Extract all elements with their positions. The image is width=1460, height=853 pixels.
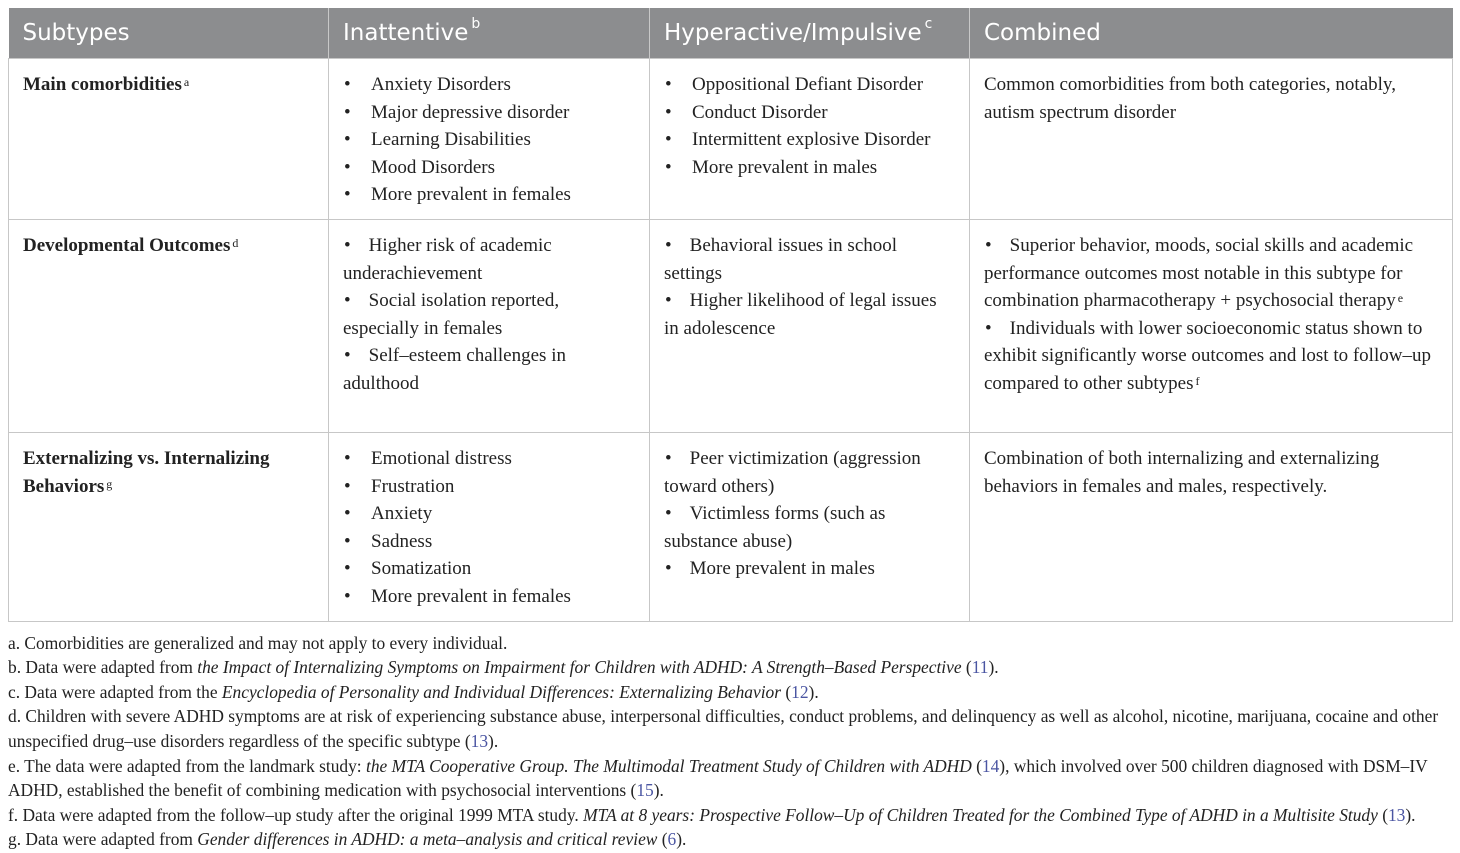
list-item: • Self–esteem challenges in adulthood	[343, 342, 635, 397]
reference-link[interactable]: 13	[1387, 804, 1406, 825]
table-figure	[8, 8, 1452, 852]
list-item: • Learning Disabilities	[343, 126, 635, 154]
reference-link[interactable]: 13	[470, 730, 489, 751]
footnote-e: e. The data were adapted from the landmark study: the MTA Cooperative Group. The Multimodal Treatment Study of Children with ADHD (14), which involved over 500 children diagnosed with DSM–IV ADHD, established the benefit of combining medication with psychosocial interventions (15).	[8, 755, 1428, 801]
list-item: • Conduct Disorder	[664, 99, 955, 127]
cell-inattentive	[329, 59, 650, 220]
header-combined: Combined	[970, 8, 1453, 59]
list-item: • Mood Disorders	[343, 154, 635, 182]
cell-hyperactive	[650, 219, 970, 432]
header-hyperactive: Hyperactive/Impulsive $^c$	[650, 8, 970, 59]
header-row	[9, 8, 1453, 59]
cell-inattentive	[329, 219, 650, 432]
list-item: • Sadness	[343, 528, 635, 556]
bullet-list	[664, 71, 955, 181]
list-item: • Anxiety	[343, 500, 635, 528]
list-item: • Oppositional Defiant Disorder	[664, 71, 955, 99]
row-label-main-comorbidities: Main comorbidities $^a$	[9, 59, 329, 220]
reference-link[interactable]: 6	[667, 829, 677, 850]
list-item: • Superior behavior, moods, social skills and academic performance outcomes most notable in this subtype for combination pharmacotherapy + psychosocial therapy $^e$	[984, 232, 1438, 315]
table-row	[9, 432, 1453, 621]
cell-combined	[970, 219, 1453, 432]
reference-link[interactable]: 12	[791, 681, 809, 702]
list-item: • Intermittent explosive Disorder	[664, 126, 955, 154]
list-item: • More prevalent in females	[343, 583, 635, 611]
header-inattentive: Inattentive $^b$	[329, 8, 650, 59]
footnote-b: b. Data were adapted from the Impact of Internalizing Symptoms on Impairment for Children with ADHD: A Strength–Based Perspective (11).	[8, 657, 999, 678]
footnote-f: f. Data were adapted from the follow–up study after the original 1999 MTA study. MTA at 8 years: Prospective Follow–Up of Children Treated for the Combined Type of ADHD in a Multisite Study (13).	[8, 804, 1416, 825]
list-item: • Victimless forms (such as substance abuse)	[664, 500, 955, 555]
footnote-a: a. Comorbidities are generalized and may not apply to every individual.	[8, 632, 508, 653]
list-item: • Major depressive disorder	[343, 99, 635, 127]
list-item: • Somatization	[343, 555, 635, 583]
list-item: • Higher risk of academic underachievement	[343, 232, 635, 287]
list-item: • Peer victimization (aggression toward others)	[664, 445, 955, 500]
adhd-subtypes-table	[8, 8, 1453, 622]
bullet-list	[343, 445, 635, 611]
list-item: • More prevalent in males	[664, 555, 955, 583]
bullet-list	[343, 71, 635, 209]
cell-text: Common comorbidities from both categories, notably, autism spectrum disorder	[984, 74, 1396, 123]
footnote-g: g. Data were adapted from Gender differences in ADHD: a meta–analysis and critical review (6).	[8, 829, 687, 850]
list-item: • Behavioral issues in school settings	[664, 232, 955, 287]
list-item: • More prevalent in males	[664, 154, 955, 182]
table-row	[9, 59, 1453, 220]
reference-link[interactable]: 14	[981, 755, 1000, 776]
footnote-d: d. Children with severe ADHD symptoms are at risk of experiencing substance abuse, interpersonal difficulties, conduct problems, and delinquency as well as alcohol, nicotine, marijuana, cocaine and other unspecified drug–use disorders regardless of the specific subtype (13).	[8, 706, 1439, 751]
cell-combined	[970, 432, 1453, 621]
list-item: • Anxiety Disorders	[343, 71, 635, 99]
cell-combined	[970, 59, 1453, 220]
list-item: • Individuals with lower socioeconomic status shown to exhibit significantly worse outcomes and lost to follow–up compared to other subtypes $^f$	[984, 315, 1438, 398]
list-item: • Emotional distress	[343, 445, 635, 473]
row-label-developmental-outcomes: Developmental Outcomes $^d$	[9, 219, 329, 432]
header-subtypes: Subtypes	[9, 8, 329, 59]
cell-text: Combination of both internalizing and externalizing behaviors in females and males, respectively.	[984, 447, 1380, 497]
table-row	[9, 219, 1453, 432]
cell-inattentive	[329, 432, 650, 621]
cell-hyperactive	[650, 432, 970, 621]
list-item: • Frustration	[343, 473, 635, 501]
reference-link[interactable]: 11	[971, 657, 989, 678]
reference-link[interactable]: 15	[636, 780, 654, 801]
list-item: • Social isolation reported, especially in females	[343, 287, 635, 342]
cell-hyperactive	[650, 59, 970, 220]
list-item: • Higher likelihood of legal issues in adolescence	[664, 287, 955, 342]
table-footnotes	[8, 631, 1452, 852]
list-item: • More prevalent in females	[343, 181, 635, 209]
row-label-externalizing-internalizing: Externalizing vs. Internalizing Behaviors $^g$	[9, 432, 329, 621]
footnote-c: c. Data were adapted from the Encyclopedia of Personality and Individual Differences: Externalizing Behavior (12).	[8, 681, 819, 702]
